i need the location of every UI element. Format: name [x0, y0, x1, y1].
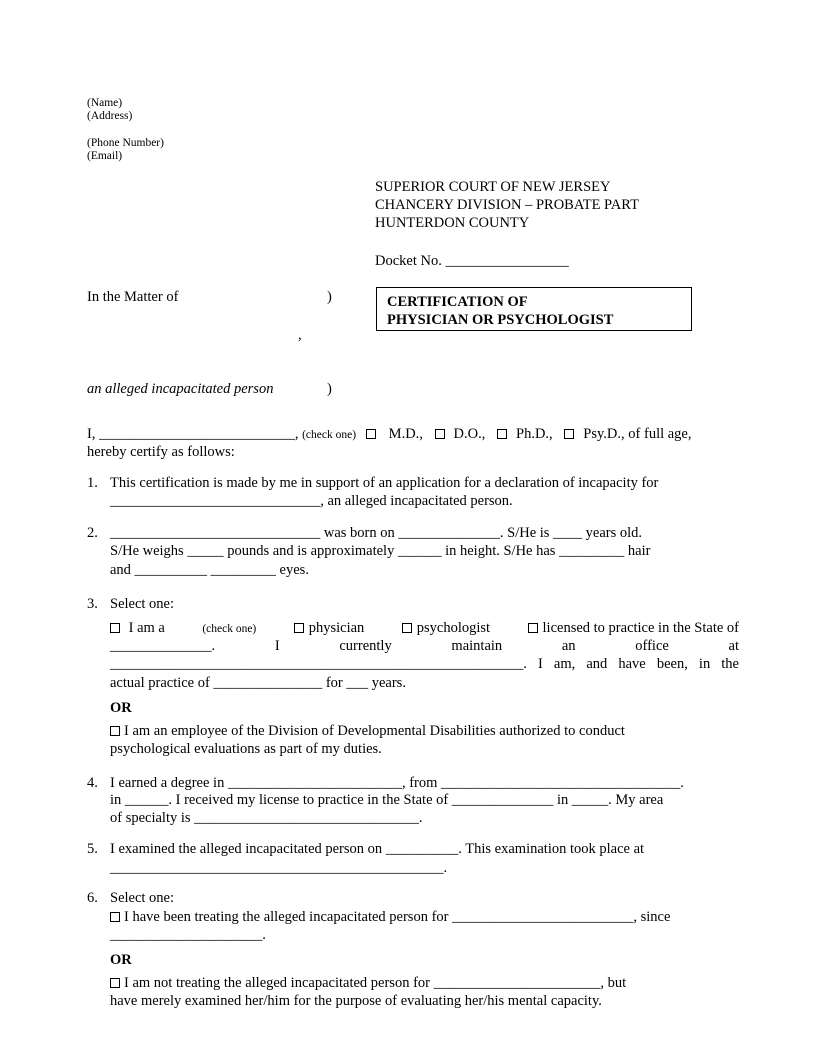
- licensed-checkbox[interactable]: [528, 623, 538, 633]
- item-3-option-a-line-3[interactable]: _________________________________________________________. I am, and have been, in the: [110, 656, 739, 672]
- item-6-select: Select one:: [110, 890, 175, 906]
- psyd-label: Psy.D., of full age,: [583, 426, 692, 442]
- item-3-option-a-line-4[interactable]: actual practice of _______________ for ___ years.: [110, 675, 406, 691]
- do-checkbox[interactable]: [435, 429, 445, 439]
- intro-line-2: hereby certify as follows:: [87, 444, 235, 460]
- certification-title-1: CERTIFICATION OF: [387, 294, 528, 310]
- md-checkbox[interactable]: [366, 429, 376, 439]
- item-4-line-2[interactable]: in ______. I received my license to practice in the State of ______________ in _____. My area: [110, 792, 664, 808]
- md-label: M.D.,: [388, 426, 423, 442]
- item-6-option-b-checkbox[interactable]: [110, 978, 120, 988]
- item-6-option-b-line-1: [110, 975, 626, 992]
- item-1-number: 1.: [87, 475, 98, 491]
- item-3-option-b-checkbox[interactable]: [110, 726, 120, 736]
- item-4-number: 4.: [87, 775, 98, 791]
- caption-paren-1: ): [327, 289, 332, 305]
- item-2-number: 2.: [87, 525, 98, 541]
- caption-comma: ,: [298, 327, 302, 343]
- phd-label: Ph.D.,: [516, 426, 553, 442]
- item-1-line-2[interactable]: _____________________________, an alleged incapacitated person.: [110, 493, 513, 509]
- item-6-option-b-line-2: have merely examined her/him for the purpose of evaluating her/his mental capacity.: [110, 993, 602, 1009]
- intro-line: [87, 426, 692, 443]
- item-4-line-3[interactable]: of specialty is _______________________________.: [110, 810, 423, 826]
- item-3-option-a-checkbox[interactable]: [110, 623, 120, 633]
- item-3-number: 3.: [87, 596, 98, 612]
- item-6-option-a-text[interactable]: I have been treating the alleged incapacitated person for _________________________, since: [124, 909, 671, 925]
- phone-label: (Phone Number): [87, 137, 164, 149]
- item-1-line-1: This certification is made by me in support of an application for a declaration of incapacity for: [110, 475, 659, 491]
- item-3-check-one-note: (check one): [202, 623, 257, 635]
- item-3-option-b-line-1: [110, 723, 625, 740]
- item-3-option-a-text-1: I am a: [128, 620, 165, 636]
- item-4-line-1[interactable]: I earned a degree in ________________________, from _________________________________.: [110, 775, 684, 791]
- psyd-checkbox[interactable]: [564, 429, 574, 439]
- name-label: (Name): [87, 97, 123, 109]
- item-2-line-1[interactable]: _____________________________ was born on ______________. S/He is ____ years old.: [110, 525, 643, 541]
- item-3-option-a-line-2[interactable]: ______________. I currently maintain an office at: [110, 638, 739, 654]
- caption-paren-2: ): [327, 381, 332, 397]
- matter-label: In the Matter of: [87, 289, 179, 305]
- item-3-select: Select one:: [110, 596, 175, 612]
- item-5-line-1[interactable]: I examined the alleged incapacitated person on __________. This examination took place at: [110, 841, 645, 857]
- item-6-option-a-checkbox[interactable]: [110, 912, 120, 922]
- physician-label: physician: [308, 620, 365, 636]
- item-3-option-b-text-1: I am an employee of the Division of Developmental Disabilities authorized to conduct: [124, 723, 625, 739]
- item-3-option-b-line-2: psychological evaluations as part of my duties.: [110, 741, 382, 757]
- item-5-line-2[interactable]: ______________________________________________.: [110, 860, 448, 876]
- court-line-3: HUNTERDON COUNTY: [375, 215, 530, 231]
- item-5-number: 5.: [87, 841, 98, 857]
- certification-title-2: PHYSICIAN OR PSYCHOLOGIST: [387, 312, 614, 328]
- psychologist-checkbox[interactable]: [402, 623, 412, 633]
- licensed-label: licensed to practice in the State of: [542, 620, 739, 636]
- address-label: (Address): [87, 110, 133, 122]
- email-label: (Email): [87, 150, 123, 162]
- check-one-note: (check one): [302, 429, 357, 441]
- item-3-option-a-line-1: [110, 620, 739, 637]
- item-6-option-a-line-1: [110, 909, 670, 926]
- item-6-option-b-text[interactable]: I am not treating the alleged incapacitated person for _______________________, but: [124, 975, 627, 991]
- or-label-2: OR: [110, 952, 132, 968]
- intro-name-field[interactable]: I, ___________________________,: [87, 426, 299, 442]
- docket-number[interactable]: Docket No. _________________: [375, 253, 569, 269]
- item-2-line-3[interactable]: and __________ _________ eyes.: [110, 562, 309, 578]
- item-6-number: 6.: [87, 890, 98, 906]
- certification-title-box: [376, 287, 692, 331]
- court-line-2: CHANCERY DIVISION – PROBATE PART: [375, 197, 639, 213]
- psychologist-label: psychologist: [416, 620, 491, 636]
- alleged-label: an alleged incapacitated person: [87, 381, 274, 397]
- phd-checkbox[interactable]: [497, 429, 507, 439]
- or-label-1: OR: [110, 700, 132, 716]
- item-2-line-2[interactable]: S/He weighs _____ pounds and is approximately ______ in height. S/He has _________ hair: [110, 543, 651, 559]
- do-label: D.O.,: [453, 426, 486, 442]
- item-6-option-a-line-2[interactable]: _____________________.: [110, 927, 266, 943]
- court-line-1: SUPERIOR COURT OF NEW JERSEY: [375, 179, 611, 195]
- physician-checkbox[interactable]: [294, 623, 304, 633]
